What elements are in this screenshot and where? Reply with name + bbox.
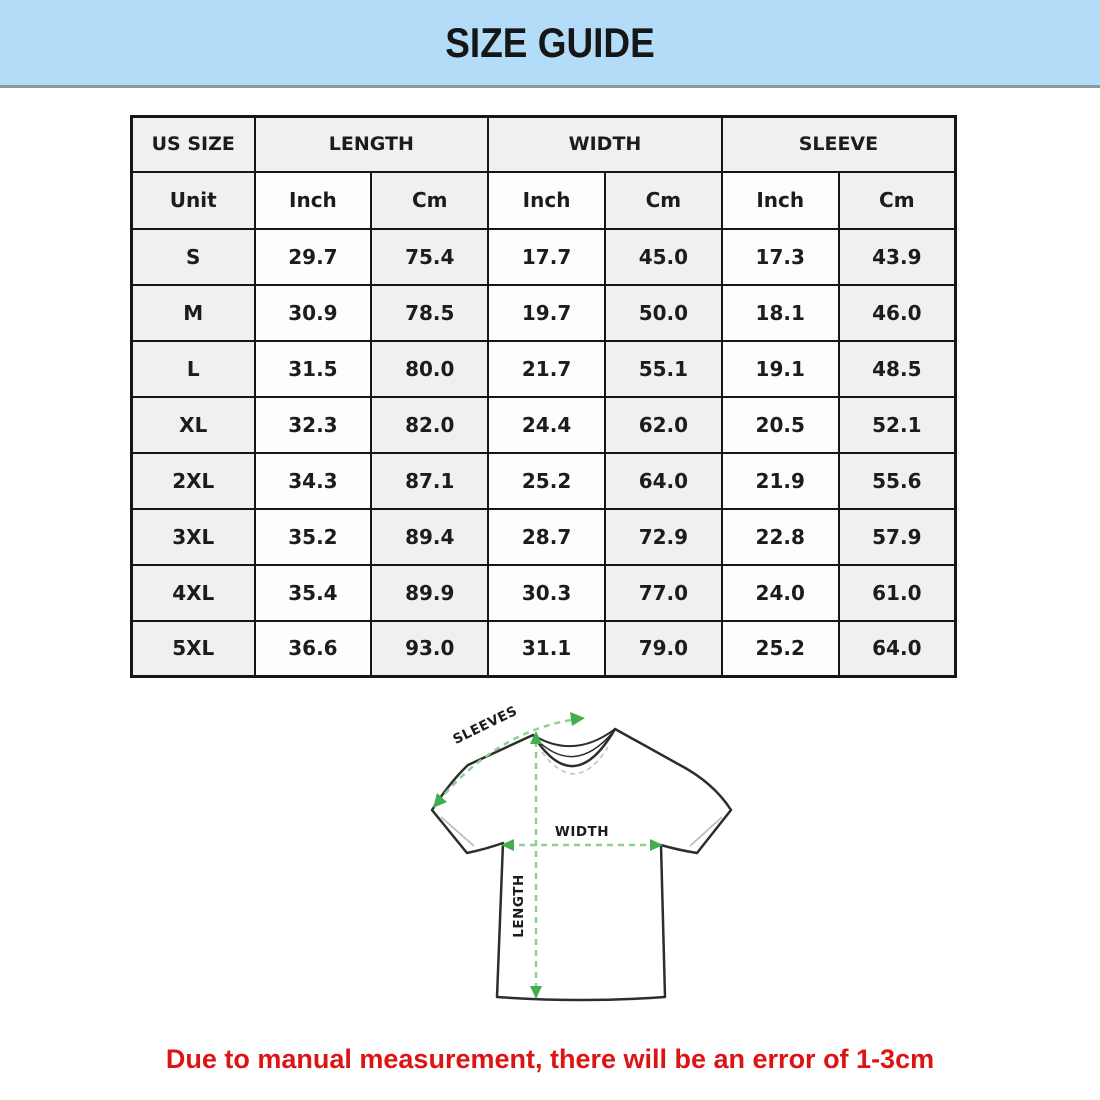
col-header-width: WIDTH (488, 117, 722, 172)
value-cell: 89.9 (371, 565, 488, 621)
table-row (132, 621, 956, 677)
table-row (132, 453, 956, 509)
value-cell: 89.4 (371, 509, 488, 565)
value-cell: 50.0 (605, 285, 722, 341)
value-cell: 30.3 (488, 565, 605, 621)
size-cell: 3XL (132, 509, 255, 565)
size-cell: L (132, 341, 255, 397)
size-cell: 5XL (132, 621, 255, 677)
table-row (132, 565, 956, 621)
value-cell: 62.0 (605, 397, 722, 453)
value-cell: 24.0 (722, 565, 839, 621)
value-cell: 32.3 (255, 397, 372, 453)
value-cell: 25.2 (488, 453, 605, 509)
value-cell: 52.1 (839, 397, 956, 453)
table-unit-header-row (132, 172, 956, 229)
value-cell: 31.1 (488, 621, 605, 677)
value-cell: 22.8 (722, 509, 839, 565)
col-header-length: LENGTH (255, 117, 489, 172)
unit-header-inch: Inch (488, 172, 605, 229)
value-cell: 55.6 (839, 453, 956, 509)
value-cell: 28.7 (488, 509, 605, 565)
table-row (132, 229, 956, 285)
value-cell: 45.0 (605, 229, 722, 285)
value-cell: 46.0 (839, 285, 956, 341)
value-cell: 29.7 (255, 229, 372, 285)
value-cell: 21.7 (488, 341, 605, 397)
table-row (132, 509, 956, 565)
value-cell: 36.6 (255, 621, 372, 677)
value-cell: 61.0 (839, 565, 956, 621)
value-cell: 24.4 (488, 397, 605, 453)
value-cell: 17.3 (722, 229, 839, 285)
value-cell: 25.2 (722, 621, 839, 677)
value-cell: 75.4 (371, 229, 488, 285)
col-header-sleeve: SLEEVE (722, 117, 956, 172)
size-cell: M (132, 285, 255, 341)
value-cell: 34.3 (255, 453, 372, 509)
measurement-disclaimer: Due to manual measurement, there will be an error of 1-3cm (165, 1044, 935, 1074)
unit-header-cm: Cm (605, 172, 722, 229)
value-cell: 19.1 (722, 341, 839, 397)
value-cell: 64.0 (839, 621, 956, 677)
length-label: LENGTH (511, 874, 527, 938)
sleeves-arrowhead-top (570, 712, 585, 726)
value-cell: 87.1 (371, 453, 488, 509)
header-banner (0, 0, 1100, 88)
table-row (132, 285, 956, 341)
value-cell: 79.0 (605, 621, 722, 677)
value-cell: 48.5 (839, 341, 956, 397)
value-cell: 17.7 (488, 229, 605, 285)
col-header-us-size: US SIZE (132, 117, 255, 172)
value-cell: 31.5 (255, 341, 372, 397)
value-cell: 35.2 (255, 509, 372, 565)
unit-header-cm: Cm (839, 172, 956, 229)
size-cell: XL (132, 397, 255, 453)
size-guide-table (130, 115, 957, 678)
value-cell: 43.9 (839, 229, 956, 285)
value-cell: 35.4 (255, 565, 372, 621)
value-cell: 72.9 (605, 509, 722, 565)
value-cell: 80.0 (371, 341, 488, 397)
unit-header-inch: Inch (722, 172, 839, 229)
value-cell: 57.9 (839, 509, 956, 565)
value-cell: 82.0 (371, 397, 488, 453)
value-cell: 78.5 (371, 285, 488, 341)
value-cell: 20.5 (722, 397, 839, 453)
page-title: SIZE GUIDE (445, 18, 655, 66)
unit-header-cm: Cm (371, 172, 488, 229)
tshirt-measurement-diagram (400, 690, 780, 1020)
size-cell: 2XL (132, 453, 255, 509)
value-cell: 64.0 (605, 453, 722, 509)
value-cell: 18.1 (722, 285, 839, 341)
value-cell: 21.9 (722, 453, 839, 509)
value-cell: 55.1 (605, 341, 722, 397)
table-row (132, 397, 956, 453)
size-cell: 4XL (132, 565, 255, 621)
value-cell: 93.0 (371, 621, 488, 677)
sleeves-label: SLEEVES (450, 702, 521, 748)
size-guide-table-container (130, 115, 957, 678)
unit-header-inch: Inch (255, 172, 372, 229)
size-table-body (132, 229, 956, 677)
table-group-header-row (132, 117, 956, 172)
value-cell: 77.0 (605, 565, 722, 621)
unit-header: Unit (132, 172, 255, 229)
size-cell: S (132, 229, 255, 285)
value-cell: 30.9 (255, 285, 372, 341)
width-label: WIDTH (554, 824, 610, 840)
tshirt-outline (432, 729, 731, 1000)
table-row (132, 341, 956, 397)
value-cell: 19.7 (488, 285, 605, 341)
